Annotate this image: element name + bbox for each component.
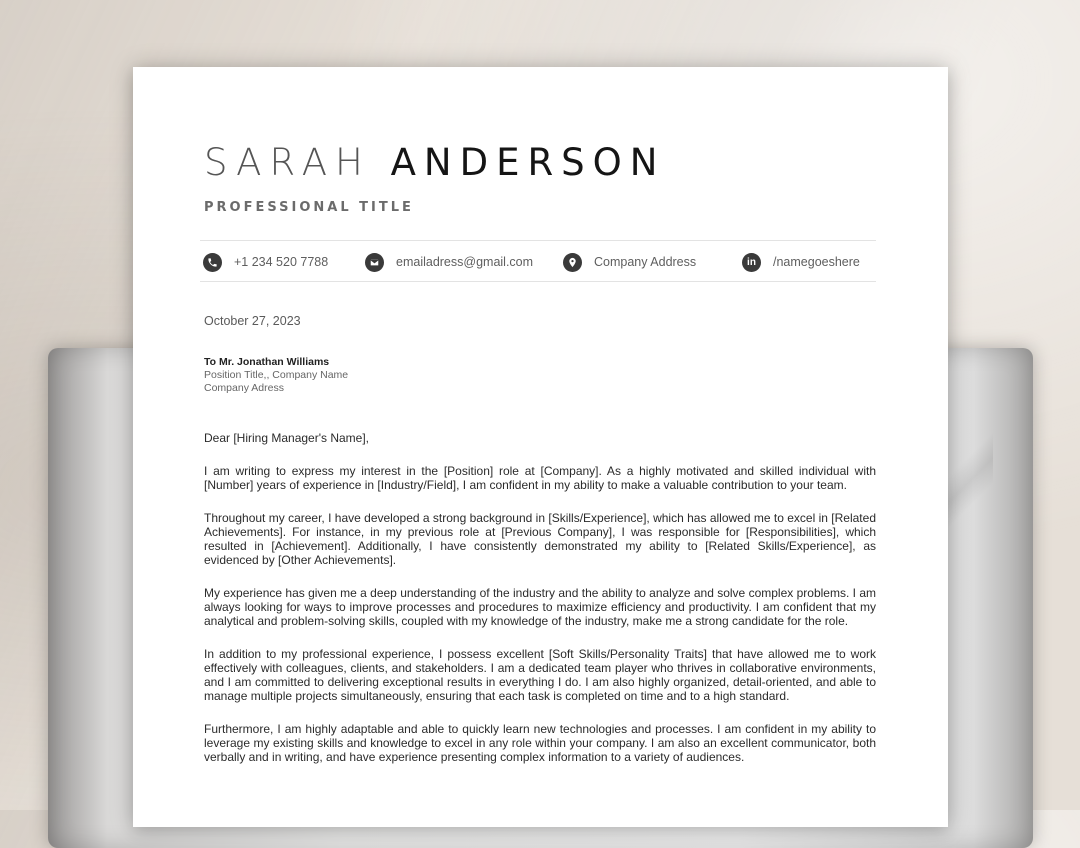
letter-body bbox=[204, 431, 876, 783]
contact-linkedin bbox=[742, 252, 860, 272]
contact-bar bbox=[200, 240, 876, 282]
email-icon bbox=[365, 253, 384, 272]
phone-icon bbox=[203, 253, 222, 272]
paragraph: My experience has given me a deep understanding of the industry and the ability to analyze and solve complex problems. I am always looking for ways to improve processes and procedures to maximize efficiency and productivity. I am confident that my analytical and problem-solving skills, coupled with my knowledge of the industry, make me a strong candidate for the role. bbox=[204, 586, 876, 628]
paragraph: I am writing to express my interest in the [Position] role at [Company]. As a highly motivated and skilled individual with [Number] years of experience in [Industry/Field], I am confident in my ability to make a valuable contribution to your team. bbox=[204, 464, 876, 492]
first-name: SARAH bbox=[204, 141, 371, 184]
email-address: emailadress@gmail.com bbox=[396, 255, 534, 269]
cover-letter-page bbox=[133, 67, 948, 827]
linkedin-handle: /namegoeshere bbox=[773, 255, 860, 269]
paragraph: In addition to my professional experience, I possess excellent [Soft Skills/Personality Traits] that have allowed me to work effectively with colleagues, clients, and stakeholders. I am a dedicated team player who thrives in collaborative environments, and I am committed to delivering exceptional results in everything I do. I am also highly organized, detail-oriented, and able to manage multiple projects simultaneously, ensuring that each task is completed on time and to a high standard. bbox=[204, 647, 876, 703]
paragraph: Furthermore, I am highly adaptable and able to quickly learn new technologies and processes. I am confident in my ability to leverage my existing skills and knowledge to excel in any role within your company. I am also an excellent communicator, both verbally and in writing, and have experience presenting complex information to a variety of audiences. bbox=[204, 722, 876, 764]
contact-address bbox=[563, 252, 696, 272]
recipient-name: To Mr. Jonathan Williams bbox=[204, 356, 330, 368]
recipient-position: Position Title,, Company Name bbox=[204, 369, 349, 381]
professional-title: PROFESSIONAL TITLE bbox=[204, 200, 414, 215]
linkedin-icon: in bbox=[742, 253, 761, 272]
last-name: ANDERSON bbox=[390, 141, 666, 184]
letter-date: October 27, 2023 bbox=[204, 314, 301, 328]
contact-phone bbox=[203, 252, 328, 272]
applicant-name bbox=[204, 141, 665, 184]
salutation: Dear [Hiring Manager's Name], bbox=[204, 431, 370, 445]
phone-number: +1 234 520 7788 bbox=[234, 255, 329, 269]
location-icon bbox=[563, 253, 582, 272]
recipient-address: Company Adress bbox=[204, 382, 284, 394]
contact-email bbox=[365, 252, 533, 272]
recipient-block bbox=[204, 356, 348, 395]
paragraph: Throughout my career, I have developed a strong background in [Skills/Experience], which has allowed me to excel in [Related Achievements]. For instance, in my previous role at [Previous Company], I was responsible for [Responsibilities], which resulted in [Achievement]. Additionally, I have consistently demonstrated my ability to [Related Skills/Experience], as evidenced by [Other Achievements]. bbox=[204, 511, 876, 567]
company-address: Company Address bbox=[594, 255, 697, 269]
